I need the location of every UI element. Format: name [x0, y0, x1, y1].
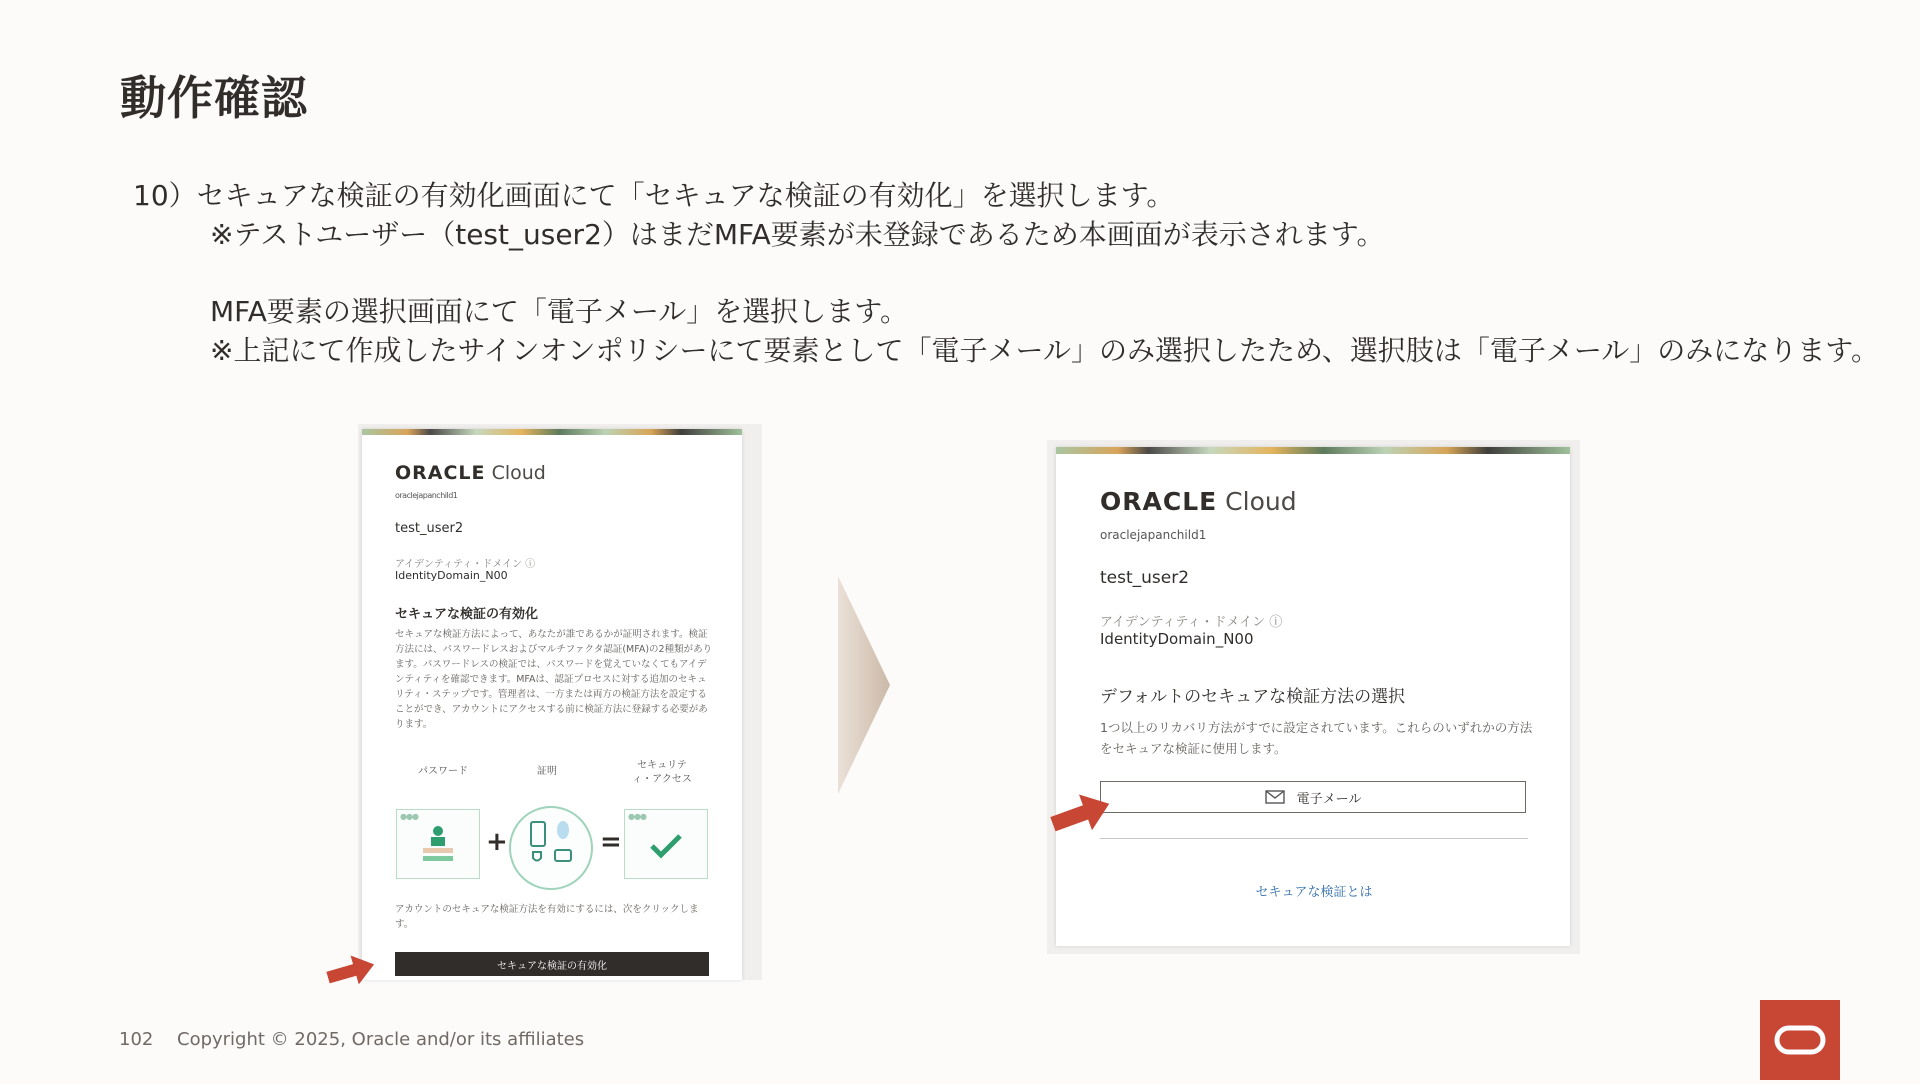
instruction-line-3: MFA要素の選択画面にて「電子メール」を選択します。	[210, 295, 909, 328]
caption-security-access: セキュリティ・アクセス	[632, 760, 692, 785]
page-heading: デフォルトのセキュアな検証方法の選択	[1100, 687, 1406, 707]
email-method-button[interactable]	[1100, 781, 1526, 813]
domain-value: IdentityDomain_N00	[395, 569, 508, 582]
username: test_user2	[395, 521, 464, 536]
access-illustration: ●●●	[624, 809, 708, 879]
domain-value: IdentityDomain_N00	[1100, 630, 1254, 648]
caption-password: パスワード	[418, 766, 468, 777]
caption-proof: 証明	[537, 766, 557, 777]
device-icon	[511, 808, 591, 888]
domain-label: アイデンティティ・ドメイン ⓘ	[395, 559, 536, 570]
enable-secure-verification-button[interactable]: セキュアな検証の有効化	[395, 952, 709, 976]
instruction-line-1: 10）セキュアな検証の有効化画面にて「セキュアな検証の有効化」を選択します。	[133, 179, 1175, 212]
footer-text: アカウントのセキュアな検証方法を有効にするには、次をクリックします。	[395, 904, 699, 930]
decorative-banner	[362, 429, 742, 435]
copyright: Copyright © 2025, Oracle and/or its affiliates	[177, 1029, 585, 1050]
email-method-label: 電子メール	[1296, 791, 1362, 807]
description: セキュアな検証方法によって、あなたが誰であるかが証明されます。検証方法には、パスワードレスおよびマルチファクタ認証(MFA)の2種類があります。パスワードレスの検証では、パスワードを覚えていなくてもアイデンティティを確認できます。MFAは、認証プロセスに対する追加のセキュリティ・ステップです。管理者は、一方または両方の検証方法を設定することができ、アカウントにアクセスする前に検証方法に登録する必要があります。	[395, 629, 713, 730]
page-number: 102	[119, 1029, 154, 1050]
next-step-chevron-icon	[838, 576, 890, 794]
tenant-name: oraclejapanchild1	[395, 491, 458, 500]
page-heading: セキュアな検証の有効化	[395, 607, 539, 622]
plus-icon: +	[486, 827, 508, 857]
slide-title: 動作確認	[120, 71, 308, 125]
login-card	[362, 429, 742, 980]
oracle-cloud-logo: ORACLE Cloud	[395, 462, 546, 484]
instruction-line-4: ※上記にて作成したサインオンポリシーにて要素として「電子メール」のみ選択したため、選択肢は「電子メール」のみになります。	[210, 334, 1880, 367]
username: test_user2	[1100, 568, 1190, 588]
oracle-cloud-logo: ORACLE Cloud	[1100, 487, 1297, 516]
envelope-icon	[1265, 790, 1285, 804]
equals-icon: =	[600, 827, 622, 857]
domain-label: アイデンティティ・ドメイン ⓘ	[1100, 615, 1283, 630]
divider	[1100, 838, 1528, 839]
password-illustration: ●●●	[396, 809, 480, 879]
login-card	[1056, 447, 1570, 946]
proof-illustration	[509, 806, 593, 890]
oracle-o-icon	[1760, 1000, 1840, 1080]
oracle-brand-logo	[1760, 1000, 1840, 1080]
decorative-banner	[1056, 447, 1570, 454]
instructions	[133, 176, 1879, 370]
instruction-line-2: ※テストユーザー（test_user2）はまだMFA要素が未登録であるため本画面が表示されます。	[210, 218, 1385, 251]
tenant-name: oraclejapanchild1	[1100, 528, 1207, 542]
what-is-secure-verification-link[interactable]: セキュアな検証とは	[1255, 885, 1373, 900]
screenshot-select-method	[1047, 440, 1580, 954]
description: 1つ以上のリカバリ方法がすでに設定されています。これらのいずれかの方法をセキュアな検証に使用します。	[1100, 720, 1533, 756]
screenshot-enable-verification	[358, 424, 762, 980]
